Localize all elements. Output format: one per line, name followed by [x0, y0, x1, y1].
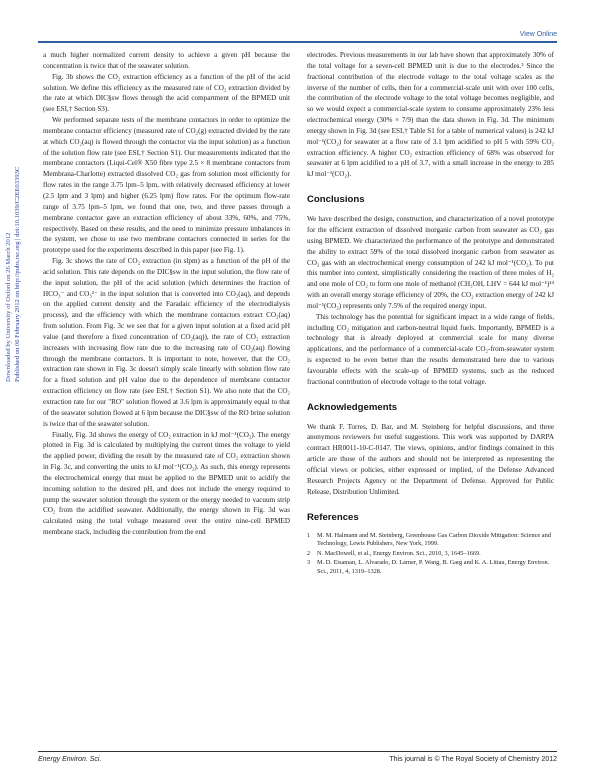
- copyright-notice: This journal is © The Royal Society of Chemistry 2012: [389, 756, 557, 763]
- downloaded-notice: Downloaded by University of Oxford on 26 March 2012: [5, 232, 12, 382]
- paragraph: Fig. 3b shows the CO₂ extraction efficiency as a function of the pH of the acid solution. We define this efficiency as the measured rate of CO₂ extraction divided by the rate at which DIC§sw flows through the acid compartment of the BPMED unit (see ESI,† Section S3).: [43, 72, 290, 114]
- published-notice[interactable]: Published on 06 February 2012 on http://pubs.rsc.org | doi:10.1039/C2EE03393C: [14, 166, 21, 382]
- left-column: [43, 50, 290, 538]
- paragraph: This technology has the potential for significant impact in a wide range of fields, including CO₂ mitigation and carbon-neutral liquid fuels. Importantly, BPMED is a technology that is already deployed at commercial scale for many diverse applications, and the performance of a commercial-scale CO₂-from-seawater system is expected to be even better than the results demonstrated here due to various favourable effects with the scale-up of BPMED systems, such as the reduced fractional contribution of electrode voltage to the total voltage.: [307, 312, 554, 386]
- reference-number: 2: [307, 549, 311, 557]
- paragraph: We have described the design, construction, and characterization of a novel prototype for the efficient extraction of dissolved inorganic carbon from seawater as CO₂ gas using BPMED. We characterized the performance of the prototype and demonstrated the ability to extract 59% of the total dissolved inorganic carbon from seawater as CO₂ gas with an electrochemical energy consumption of 242 kJ mol⁻¹(CO₂). To put this number into context, simplistically considering the reaction of three moles of H₂ and one mole of CO₂ to form one mole of methanol (CH₃OH, LHV = 644 kJ mol⁻¹)¹⁴ with an overall energy storage efficiency of 20%, the CO₂ extraction energy of 242 kJ mol⁻¹(CO₂) represents only 7.5% of the required energy input.: [307, 215, 554, 310]
- acknowledgements-heading: Acknowledgements: [307, 401, 398, 413]
- reference-item: [307, 532, 554, 550]
- paragraph: Fig. 3c shows the rate of CO₂ extraction (in slpm) as a function of the pH of the acid solution. This rate depends on the DIC§sw in the input solution, the flow rate of the input solution, the pH of the acid solution (which determines the fraction of HCO₃⁻ and CO₃²⁻ in the input solution that is converted into CO₂(aq), and depends on the applied current density and the Faradaic efficiency of the electrodialysis process), and the efficiency with which the membrane contactors extract CO₂(aq) from solution. From Fig. 3c we see that for a given input solution at a fixed acid pH value (and therefore a fixed concentration of CO₂(aq)), the rate of CO₂ extraction increases with increasing flow rate due to the increasing rate of CO₂(aq) flowing through the membrane contactors. It is important to note, however, that the CO₂ extraction rate shown in Fig. 3c doesn't simply scale linearly with solution flow rate for a fixed solution and pH value due to the dependence of membrane contactor extraction efficiency on flow rate (see ESI,† Section S1). We also note that the CO₂ extraction rate for our "RO" solution flowed at 3.6 lpm is approximately equal to that of the seawater solution flowed at 6 lpm because the DIC§sw of the RO brine solution is twice that of the seawater solution.: [43, 257, 290, 428]
- page-header: [38, 0, 557, 44]
- reference-item: [307, 559, 554, 577]
- reference-number: 3: [307, 558, 311, 566]
- paragraph: a much higher normalized current density to achieve a given pH because the concentration is twice that of the seawater solution.: [43, 51, 290, 70]
- references-heading: References: [307, 511, 359, 523]
- side-watermark: [2, 0, 21, 780]
- page-footer: [38, 751, 557, 771]
- paragraph: We performed separate tests of the membrane contactors in order to optimize the membrane contactor efficiency (measured rate of CO₂(g) extracted divided by the rate at which CO₂(aq) is flowed through the contactor via the input solution) as a function of the solution flow rate (see ESI,† Section S1). Our measurements indicated that the membrane contactors (Liqui-Cel® X50 fibre type 2.5 × 8 membrane contactors from Membrana-Charlotte) extracted dissolved CO₂ gas from solution most efficiently for flow rates in the range 3.75 lpm–5 lpm, with relatively decreased efficiency at lower (2.5 lpm and 3 lpm) and higher (6.25 lpm) flow rates. For the optimum flow-rate range of 3.75 lpm–5 lpm, we found that one, two, and three passes through a membrane contactor gave an extraction efficiency of about 33%, 60%, and 75%, respectively. Based on these results, and the need to minimize pressure imbalances in the system, we chose to use two membrane contactors connected in series for the prototype used for the experiments described in this paper (see Fig. 1).: [43, 116, 290, 255]
- reference-text[interactable]: M. M. Halmann and M. Steinberg, Greenhouse Gas Carbon Dioxide Mitigation: Science and Technology, Lewis Publishers, New York, 1999.: [317, 531, 551, 548]
- paragraph: electrodes. Previous measurements in our lab have shown that approximately 30% of the total voltage for a seven-cell BPMED unit is due to the electrodes.³ Since the fractional contribution of the electrode voltage to the total voltage scales as the inverse of the number of cells, then for a commercial-scale unit with over 100 cells, the contribution of the electrode voltage to the total voltage becomes negligible, and so we would expect a commercial-scale system to consume approximately 23% less electrochemical energy (30% × 7/9) than the data shown in Fig. 3d. The minimum energy shown in Fig. 3d (see ESI,† Table S1 for a table of numerical values) is 242 kJ mol⁻¹(CO₂) for seawater at a flow rate of 3.1 lpm acidified to pH 5 with 59% CO₂ extraction efficiency. A higher CO₂ extraction efficiency of 68% was observed for seawater at 6 lpm acidified to a pH of 3.7, with a small increase in the energy to 285 kJ mol⁻¹(CO₂).: [307, 51, 554, 179]
- right-column: [307, 50, 554, 577]
- paragraph: We thank F. Torres, D. Bar, and M. Steinberg for helpful discussions, and three anonymous reviewers for useful suggestions. This work was supported by DARPA contract HR0011-10-C-0147. The views, opinions, and/or findings contained in this article are those of the authors and should not be interpreted as representing the official views or policies, either expressed or implied, of the Defense Advanced Research Projects Agency or the Department of Defense. Approved for Public Release, Distribution Unlimited.: [307, 422, 554, 496]
- reference-text[interactable]: M. D. Eisaman, L. Alvarado, D. Larner, P. Wang, B. Garg and K. A. Littau, Energy Environ. Sci., 2011, 4, 1319–1328.: [317, 558, 550, 575]
- paragraph: Finally, Fig. 3d shows the energy of CO₂ extraction in kJ mol⁻¹(CO₂). The energy plotted in Fig. 3d is calculated by multiplying the current times the voltage to yield the applied power, dividing the result by the measured rate of CO₂ extraction shown in Fig. 3c, and converting the units to kJ mol⁻¹(CO₂). As such, this energy represents the electrochemical energy that must be applied to the BPMED unit to acidify the incoming solution to the desired pH, and does not include the energy required to pump the seawater solution through the system or the energy needed to vacuum strip CO₂ from the acidified seawater. Additionally, the energy shown in Fig. 3d was calculated using the total voltage measured over the entire nine-cell BPMED membrane stack, including the contribution from the end: [43, 430, 290, 537]
- journal-name: Energy Environ. Sci.: [38, 756, 102, 763]
- header-rule: [38, 41, 557, 43]
- reference-text[interactable]: N. MacDowell, et al., Energy Environ. Sci., 2010, 3, 1645–1669.: [317, 549, 481, 557]
- view-online-link[interactable]: View Online: [519, 31, 557, 38]
- footer-rule: [38, 751, 557, 752]
- reference-list: [307, 532, 554, 577]
- reference-item: [307, 550, 554, 559]
- conclusions-heading: Conclusions: [307, 194, 365, 206]
- reference-number: 1: [307, 531, 311, 539]
